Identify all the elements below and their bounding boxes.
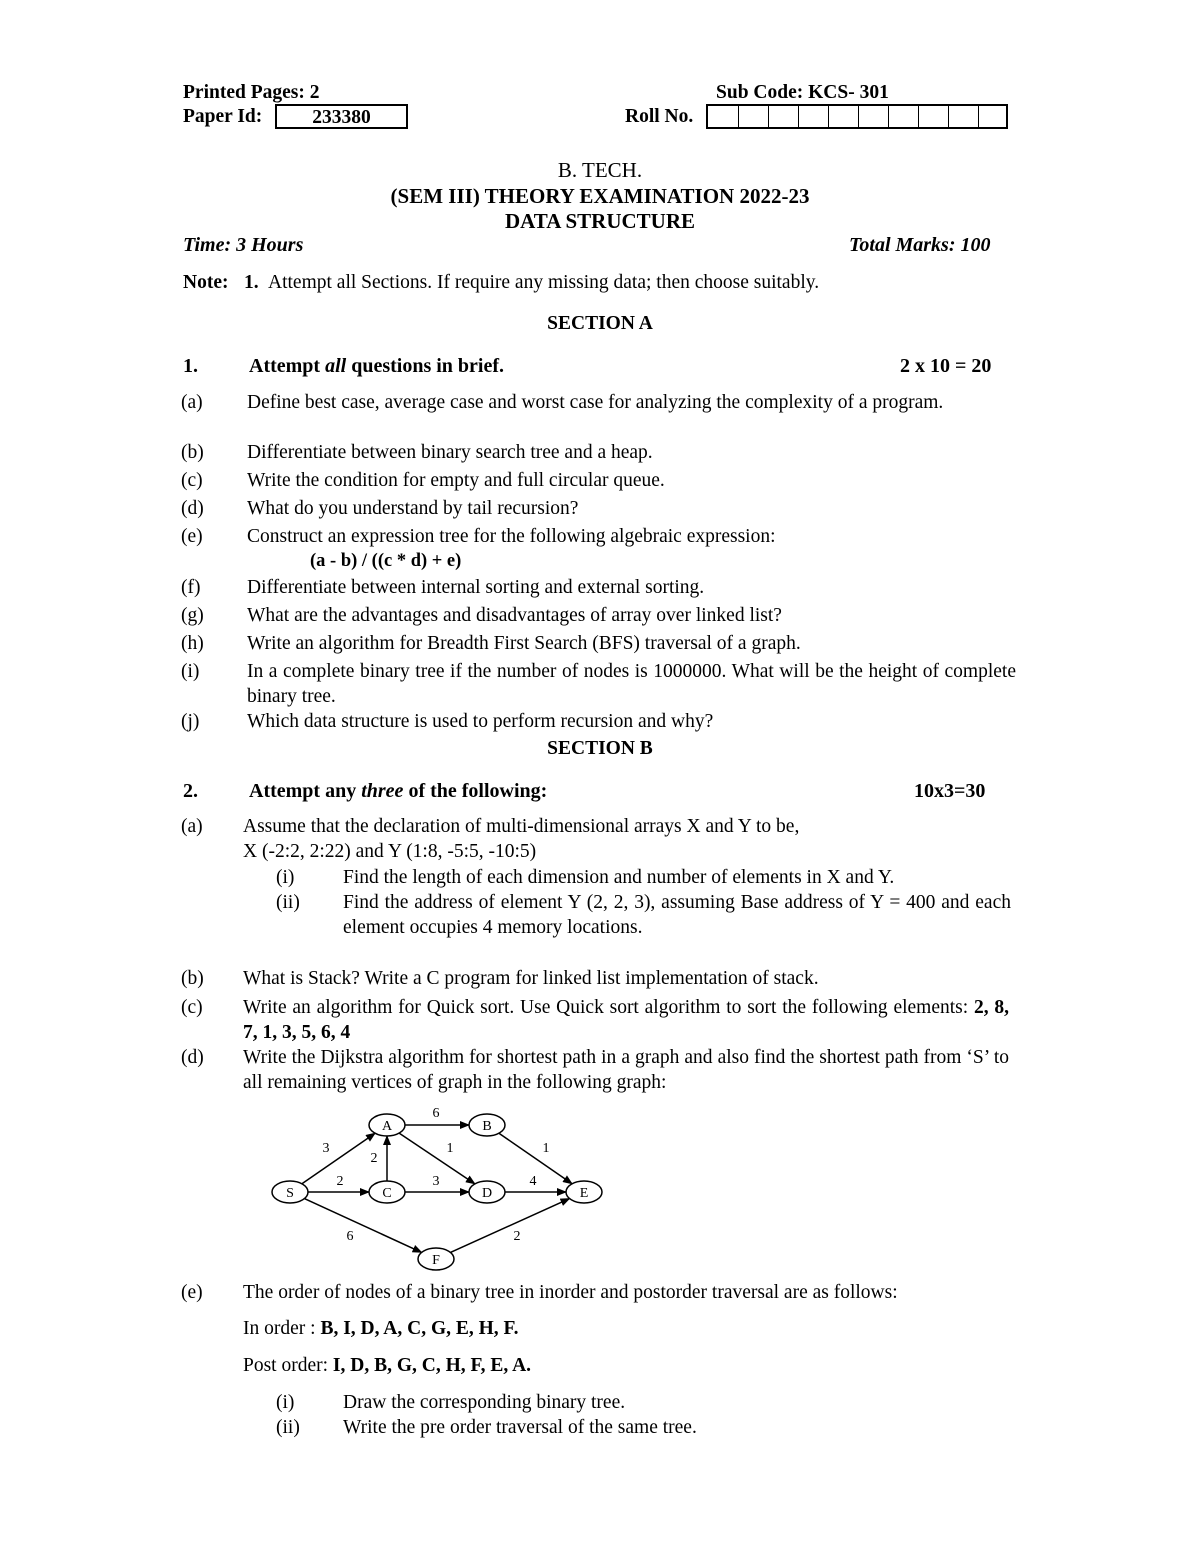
edge-weight-F-E: 2 [513,1229,521,1244]
graph-node-A [369,1114,405,1136]
edge-weight-S-F: 6 [346,1229,354,1244]
q1a-label: (a) [181,392,203,413]
q2e-ii-text: Write the pre order traversal of the same tree. [343,1417,697,1438]
q2e-ii-label: (ii) [276,1417,300,1438]
edge-weight-S-A: 3 [322,1141,330,1156]
q2a-line1: Assume that the declaration of multi-dimensional arrays X and Y to be, [243,816,800,837]
q1i-label: (i) [181,661,200,682]
q1h-label: (h) [181,633,204,654]
q2b-label: (b) [181,968,204,989]
graph-node-label-E: E [579,1186,589,1201]
q2-marks: 10x3=30 [914,780,986,802]
graph-node-D [469,1181,505,1203]
q1b-label: (b) [181,442,204,463]
q1e-expression: (a - b) / ((c * d) + e) [310,551,462,571]
sub-code: Sub Code: KCS- 301 [716,82,889,103]
q1j-label: (j) [181,711,200,732]
q1g-label: (g) [181,605,204,626]
q2-instruction: Attempt any three of the following: [249,780,548,802]
q1i-text: In a complete binary tree if the number of nodes is 1000000. What will be the height of complete binary tree. [247,661,1016,707]
q2e-i-label: (i) [276,1392,295,1413]
graph-node-F [418,1248,454,1270]
graph-node-label-S: S [286,1186,294,1201]
note-text: Attempt all Sections. If require any missing data; then choose suitably. [268,272,820,293]
q2e-text: The order of nodes of a binary tree in inorder and postorder traversal are as follows: [243,1282,898,1303]
q1g-text: What are the advantages and disadvantages of array over linked list? [247,605,782,626]
q2a-i-label: (i) [276,867,295,888]
note-label: Note: [183,272,229,293]
q2a-line2: X (-2:2, 2:22) and Y (1:8, -5:5, -10:5) [243,841,537,862]
q1c-text: Write the condition for empty and full circular queue. [247,470,665,491]
q2c-text: Write an algorithm for Quick sort. Use Quick sort algorithm to sort the following elements: 2, 8, 7, 1, 3, 5, 6, 4 [243,997,1010,1043]
edge-weight-S-C: 2 [336,1174,344,1189]
edge-weight-C-A: 2 [370,1151,378,1166]
inorder-line: In order : B, I, D, A, C, G, E, H, F. [243,1318,519,1339]
edge-weight-C-D: 3 [432,1174,440,1189]
q1-number: 1. [183,355,198,377]
q2e-i-text: Draw the corresponding binary tree. [343,1392,626,1413]
q2d-label: (d) [181,1047,204,1068]
exam-title: (SEM III) THEORY EXAMINATION 2022-23 [390,184,810,208]
section-a-heading: SECTION A [547,313,653,334]
graph-node-S [272,1181,308,1203]
graph-node-B [469,1114,505,1136]
total-marks: Total Marks: 100 [849,234,991,256]
course-title: B. TECH. [557,158,643,182]
edge-F-E [450,1199,569,1253]
subject-title: DATA STRUCTURE [504,209,695,233]
graph-node-label-B: B [482,1119,492,1134]
q1h-text: Write an algorithm for Breadth First Search (BFS) traversal of a graph. [247,633,801,654]
graph-node-label-D: D [481,1186,493,1201]
graph-node-label-F: F [432,1253,440,1268]
q2d-text: Write the Dijkstra algorithm for shortest path in a graph and also find the shortest path from ‘S’ to all remaining vertices of graph in the following graph: [243,1047,1009,1093]
q2e-label: (e) [181,1282,203,1303]
q1b-text: Differentiate between binary search tree and a heap. [247,442,653,463]
q1a-text: Define best case, average case and worst case for analyzing the complexity of a program. [247,392,944,413]
q1f-label: (f) [181,577,201,598]
paper-id-value: 233380 [312,107,371,128]
edge-weight-B-E: 1 [542,1141,550,1156]
edge-weight-A-D: 1 [446,1141,454,1156]
graph-node-label-C: C [382,1186,392,1201]
q2a-ii-label: (ii) [276,892,300,913]
q2c-label: (c) [181,997,203,1018]
graph-node-C [369,1181,405,1203]
note-number: 1. [244,272,259,293]
q1-marks: 2 x 10 = 20 [900,355,992,377]
edge-weight-A-B: 6 [432,1106,440,1121]
graph-node-E [566,1181,602,1203]
graph-node-label-A: A [381,1119,393,1134]
paper-id-label: Paper Id: [183,106,263,127]
q1-instruction: Attempt all questions in brief. [249,355,505,377]
edge-weight-D-E: 4 [529,1174,537,1189]
q1e-label: (e) [181,526,203,547]
time-allowed: Time: 3 Hours [183,234,304,256]
q1d-label: (d) [181,498,204,519]
q1e-text: Construct an expression tree for the following algebraic expression: [247,526,776,547]
edge-S-F [304,1199,421,1253]
q1c-label: (c) [181,470,203,491]
q1f-text: Differentiate between internal sorting and external sorting. [247,577,705,598]
postorder-line: Post order: I, D, B, G, C, H, F, E, A. [243,1355,532,1376]
q2a-ii-text: Find the address of element Y (2, 2, 3), assuming Base address of Y = 400 and each element occupies 4 memory locations. [343,892,1011,938]
q1d-text: What do you understand by tail recursion? [247,498,579,519]
q1j-text: Which data structure is used to perform recursion and why? [247,711,714,732]
q2a-i-text: Find the length of each dimension and number of elements in X and Y. [343,867,895,888]
section-b-heading: SECTION B [547,738,653,759]
q2a-label: (a) [181,816,203,837]
printed-pages: Printed Pages: 2 [183,82,320,103]
q2b-text: What is Stack? Write a C program for linked list implementation of stack. [243,968,819,989]
roll-no-label: Roll No. [625,106,694,127]
q2-number: 2. [183,780,198,802]
